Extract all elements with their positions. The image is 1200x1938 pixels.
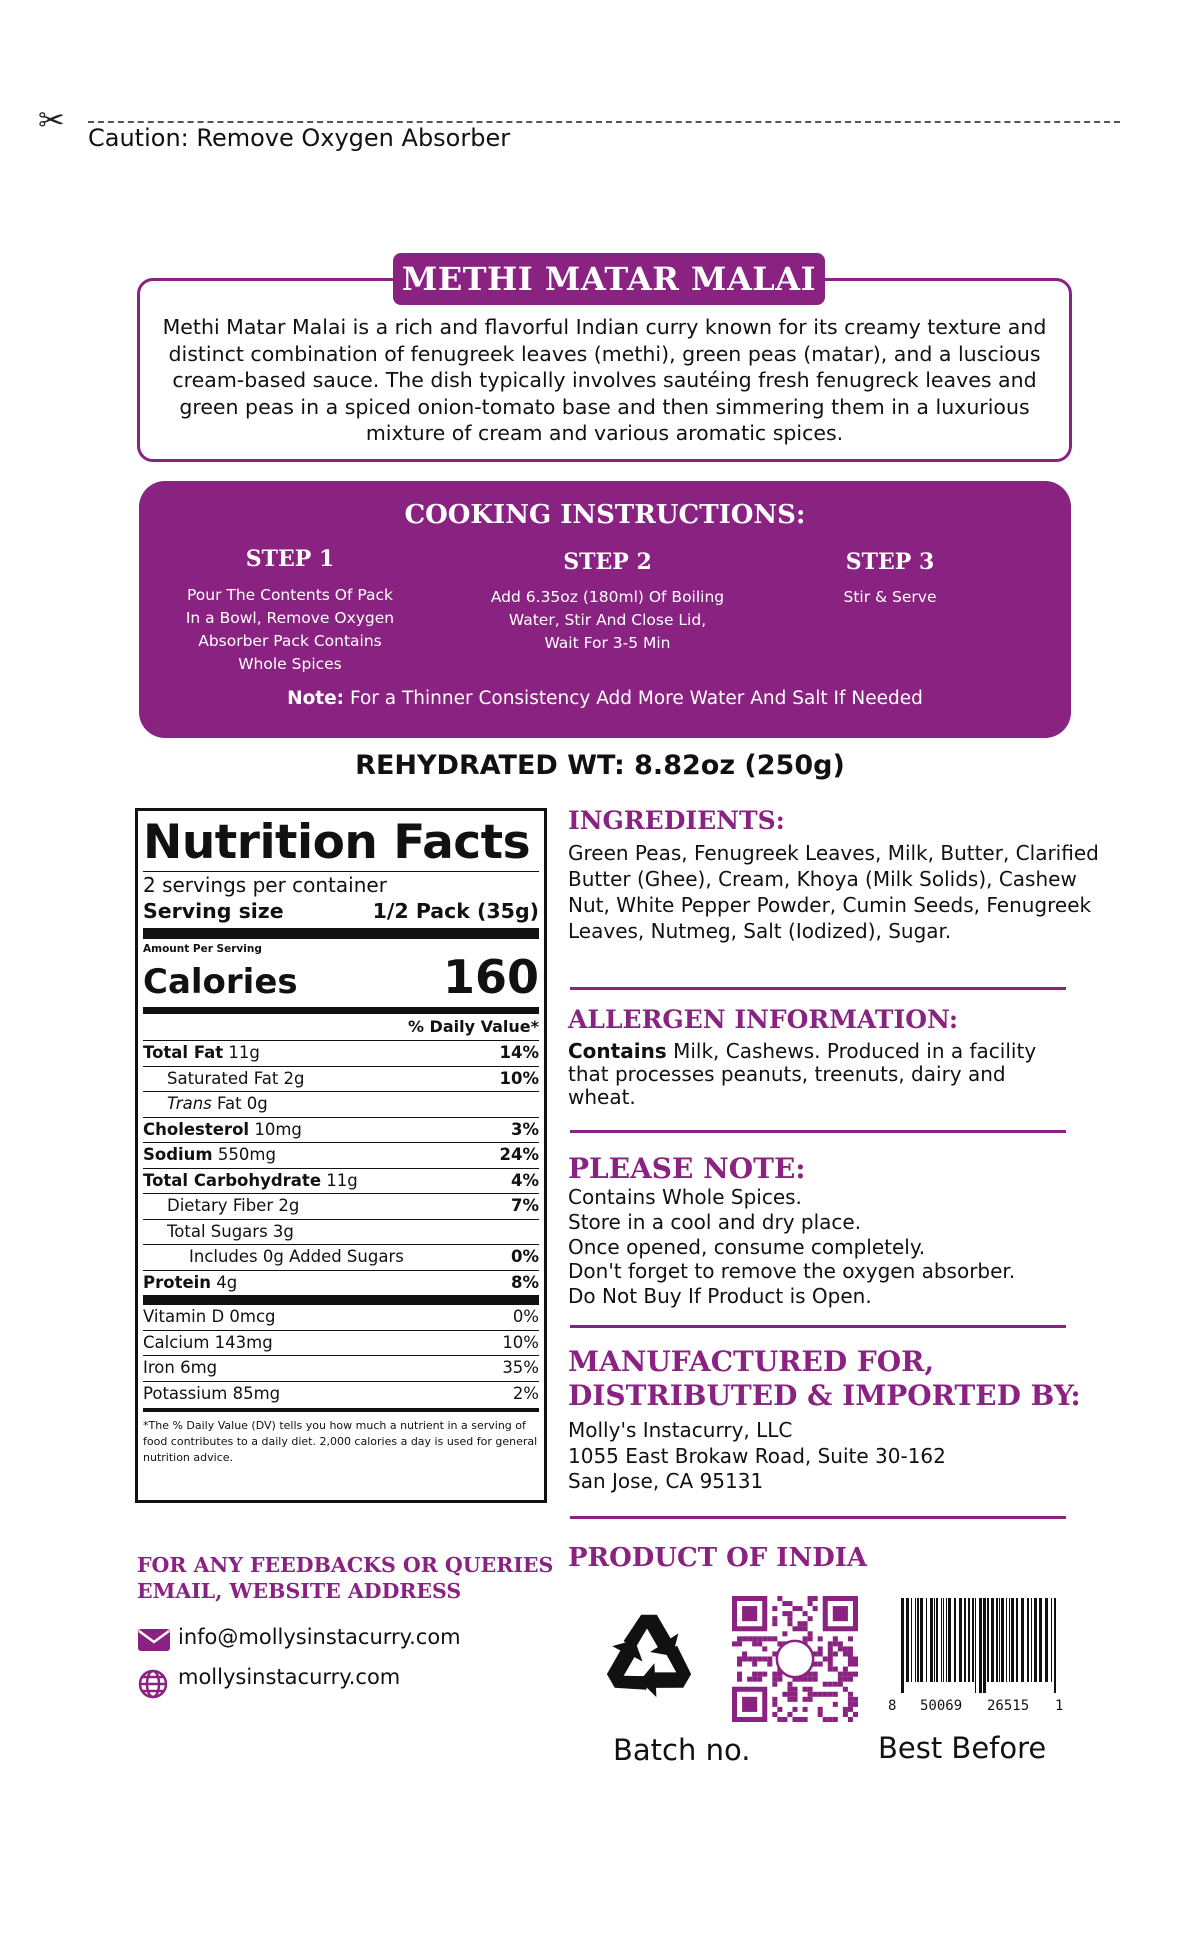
daily-value-header: % Daily Value* (407, 1017, 539, 1036)
recycle-icon (600, 1605, 698, 1703)
please-note-text: Contains Whole Spices. Store in a cool and dry place. Once opened, consume completely. Don't forget to remove the oxygen absorber. Do Not Buy If Product is Open. (568, 1185, 1016, 1309)
amount-per-serving: Amount Per Serving (143, 943, 262, 955)
step-text: Stir & Serve (843, 588, 937, 606)
step-text: Pour The Contents Of Pack In a Bowl, Remove Oxygen Absorber Pack Contains Whole Spices (185, 586, 395, 673)
section-divider (570, 1325, 1066, 1328)
section-divider (570, 987, 1066, 990)
calories-row: Calories 160 (143, 950, 539, 1004)
step-label: STEP 3 (845, 549, 935, 575)
feedback-title: FOR ANY FEEDBACKS OR QUERIES EMAIL, WEBSITE ADDRESS (137, 1553, 554, 1603)
section-divider (570, 1130, 1066, 1133)
manufacturer-address: Molly's Instacurry, LLC 1055 East Brokaw Road, Suite 30-162 San Jose, CA 95131 (568, 1418, 946, 1493)
cut-line (88, 121, 1120, 123)
batch-number-label: Batch no. (613, 1733, 751, 1767)
barcode-group-2: 26515 (987, 1698, 1030, 1714)
nutrient-row: Sodium 550mg 24% (143, 1142, 539, 1168)
step-1 (170, 546, 410, 676)
nutrition-title: Nutrition Facts (143, 815, 531, 870)
rehydrated-weight: REHYDRATED WT: 8.82oz (250g) (355, 750, 845, 781)
vitamin-row: Iron 6mg 35% (143, 1355, 539, 1381)
serving-size: Serving size 1/2 Pack (35g) (143, 899, 539, 923)
nutrient-row: Saturated Fat 2g 10% (143, 1066, 539, 1092)
step-label: STEP 1 (245, 546, 335, 572)
caution-text: Caution: Remove Oxygen Absorber (88, 124, 511, 152)
cooking-title: COOKING INSTRUCTIONS: (404, 500, 806, 530)
step-text: Add 6.35oz (180ml) Of Boiling Water, Stir And Close Lid, Wait For 3-5 Min (490, 588, 725, 652)
barcode-digit-right: 1 (1055, 1698, 1064, 1714)
email-link[interactable]: info@mollysinstacurry.com (178, 1625, 461, 1649)
barcode-digit-left: 8 (888, 1698, 897, 1714)
vitamin-row: Potassium 85mg 2% (143, 1381, 539, 1407)
barcode-group-1: 50069 (920, 1698, 963, 1714)
step-3 (810, 549, 970, 609)
website-link[interactable]: mollysinstacurry.com (178, 1665, 401, 1689)
allergen-text: Contains Milk, Cashews. Produced in a facility that processes peanuts, treenuts, dairy and wheat. (568, 1039, 1037, 1109)
step-2 (475, 549, 740, 655)
nutrient-row: Total Fat 11g 14% (143, 1040, 539, 1066)
servings-per-container: 2 servings per container (143, 873, 387, 897)
vitamin-row: Vitamin D 0mcg 0% (143, 1307, 539, 1326)
nutrition-footnote: *The % Daily Value (DV) tells you how much a nutrient in a serving of food contributes to a daily diet. 2,000 calories a day is used for general nutrition advice. (143, 1419, 538, 1464)
nutrient-row: Protein 4g 8% (143, 1270, 539, 1296)
step-label: STEP 2 (563, 549, 652, 575)
qr-code-icon (732, 1596, 858, 1722)
section-divider (570, 1516, 1066, 1519)
product-description: Methi Matar Malai is a rich and flavorful Indian curry known for its creamy texture and distinct combination of fenugreek leaves (methi), green peas (matar), and a luscious cream-based sauce. The dish typically involves sautéing fresh fenugreck leaves and green peas in a spiced onion-tomato base and then simmering them in a luxurious mixture of cream and various aromatic spices. (162, 315, 1047, 445)
nutrition-facts-panel (135, 808, 547, 1503)
mail-icon (137, 1628, 171, 1652)
nutrient-row: Total Carbohydrate 11g 4% (143, 1168, 539, 1194)
allergen-title: ALLERGEN INFORMATION: (568, 1005, 959, 1034)
nutrient-row: Includes 0g Added Sugars 0% (143, 1244, 539, 1270)
manufacturer-title: MANUFACTURED FOR, DISTRIBUTED & IMPORTED BY: (568, 1345, 1081, 1412)
best-before-label: Best Before (878, 1731, 1047, 1765)
barcode (897, 1598, 1059, 1708)
product-title: METHI MATAR MALAI (393, 253, 825, 305)
please-note-title: PLEASE NOTE: (568, 1152, 806, 1185)
cooking-note: Note: For a Thinner Consistency Add More Water And Salt If Needed (287, 688, 923, 709)
nutrient-row: Trans Fat 0g (143, 1091, 539, 1117)
ingredients-text: Green Peas, Fenugreek Leaves, Milk, Butter, Clarified Butter (Ghee), Cream, Khoya (Milk Solids), Cashew Nut, White Pepper Powder, Cumin Seeds, Fenugreek Leaves, Nutmeg, Salt (Iodized), Sugar. (568, 841, 1099, 943)
scissors-icon: ✂ (38, 101, 65, 139)
globe-icon (137, 1668, 169, 1700)
nutrient-row: Total Sugars 3g (143, 1219, 539, 1245)
vitamin-row: Calcium 143mg 10% (143, 1330, 539, 1356)
nutrient-row: Dietary Fiber 2g 7% (143, 1193, 539, 1219)
ingredients-title: INGREDIENTS: (568, 806, 785, 835)
product-origin: PRODUCT OF INDIA (568, 1543, 868, 1573)
nutrient-row: Cholesterol 10mg 3% (143, 1117, 539, 1143)
